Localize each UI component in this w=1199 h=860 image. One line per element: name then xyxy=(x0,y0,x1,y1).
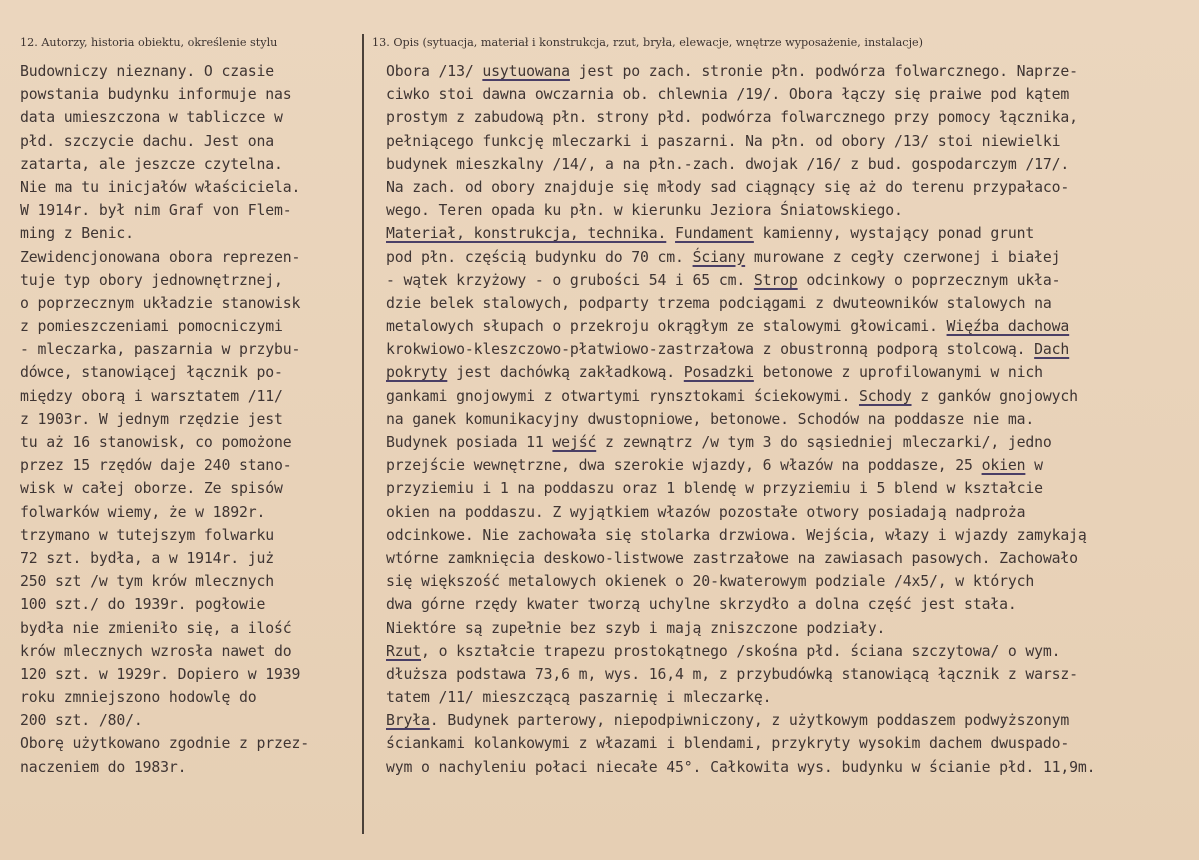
text-line: pełniącego funkcję mleczarki i paszarni. Na płn. od obory /13/ stoi niewielki xyxy=(386,132,1061,150)
text-line: naczeniem do 1983r. xyxy=(20,758,187,776)
left-column-text xyxy=(20,60,352,779)
text-line: wego. Teren opada ku płn. w kierunku Jeziora Śniatowskiego. xyxy=(386,202,903,220)
text-line: bydła nie zmieniło się, a ilość xyxy=(20,619,292,637)
text-line: wym o nachyleniu połaci niecałe 45°. Całkowita wys. budynku w ścianie płd. 11,9m. xyxy=(386,758,1096,776)
text-line: data umieszczona w tabliczce w xyxy=(20,109,283,127)
underlined-term: Schody xyxy=(858,387,912,405)
text-line: krokwiowo-kleszczowo-płatwiowo-zastrzałowa z obustronną podporą stolcową. Dach xyxy=(386,341,1070,359)
text-line: krów mlecznych wzrosła nawet do xyxy=(20,642,292,660)
text-line: Obora /13/ usytuowana jest po zach. stronie płn. podwórza folwarcznego. Naprze- xyxy=(386,63,1078,80)
text-line: płd. szczycie dachu. Jest ona xyxy=(20,132,274,150)
text-line: dłuższa podstawa 73,6 m, wys. 16,4 m, z przybudówką stanowiącą łącznik z warsz- xyxy=(386,665,1078,683)
text-line: odcinkowe. Nie zachowała się stolarka drzwiowa. Wejścia, włazy i wjazdy zamykają xyxy=(386,526,1087,544)
underlined-term: Dach xyxy=(1034,341,1070,359)
text-line: ming z Benic. xyxy=(20,225,134,243)
text-line: pod płn. częścią budynku do 70 cm. Ściany murowane z cegły czerwonej i białej xyxy=(386,248,1061,266)
text-line: Nie ma tu inicjałów właściciela. xyxy=(20,178,301,196)
text-line: dówce, stanowiącej łącznik po- xyxy=(20,364,283,382)
text-line: na ganek komunikacyjny dwustopniowe, betonowe. Schodów na poddasze nie ma. xyxy=(386,410,1035,428)
text-line: metalowych słupach o przekroju okrągłym ze stalowymi głowicami. Więźba dachowa xyxy=(386,318,1070,336)
underlined-term: Rzut xyxy=(386,642,422,660)
text-line: 200 szt. /80/. xyxy=(20,712,143,730)
text-line: dzie belek stalowych, podparty trzema podciągami z dwuteowników stalowych na xyxy=(386,294,1052,312)
text-line: folwarków wiemy, że w 1892r. xyxy=(20,503,266,521)
text-line: ściankami kolankowymi z włazami i blendami, przykryty wysokim dachem dwuspado- xyxy=(386,735,1070,753)
text-line: Budynek posiada 11 wejść z zewnątrz /w tym 3 do sąsiedniej mleczarki/, jedno xyxy=(386,434,1052,451)
section-header-authors-history: 12. Autorzy, historia obiektu, określenie stylu xyxy=(20,36,278,49)
underlined-term: Strop xyxy=(753,271,798,289)
text-line: Zewidencjonowana obora reprezen- xyxy=(20,248,301,266)
text-line: 100 szt./ do 1939r. pogłowie xyxy=(20,596,266,614)
text-line: tuje typ obory jednownętrznej, xyxy=(20,271,283,289)
text-line: Rzut, o kształcie trapezu prostokątnego /skośna płd. ściana szczytowa/ o wym. xyxy=(386,642,1061,660)
text-line: Niektóre są zupełnie bez szyb i mają zniszczone podziały. xyxy=(386,619,886,637)
underlined-term: Więźba dachowa xyxy=(946,318,1070,336)
text-line: o poprzecznym układzie stanowisk xyxy=(20,294,301,312)
text-line: przyziemiu i 1 na poddaszu oraz 1 blendę w przyziemiu i 5 blend w kształcie xyxy=(386,480,1043,498)
text-line: przejście wewnętrzne, dwa szerokie wjazdy, 6 włazów na poddasze, 25 okien w xyxy=(386,457,1043,475)
text-line: między oborą i warsztatem /11/ xyxy=(20,387,283,405)
text-line: - mleczarka, paszarnia w przybu- xyxy=(20,341,301,359)
underlined-term: Ściany xyxy=(692,248,746,266)
underlined-term: Materiał, konstrukcja, technika. xyxy=(386,225,667,243)
text-line: - wątek krzyżowy - o grubości 54 i 65 cm. Strop odcinkowy o poprzecznym ukła- xyxy=(386,271,1061,289)
text-line: powstania budynku informuje nas xyxy=(20,86,292,104)
text-line: tu aż 16 stanowisk, co pomożone xyxy=(20,434,292,451)
right-column-text xyxy=(386,60,1192,779)
text-line: Budowniczy nieznany. O czasie xyxy=(20,63,274,80)
underlined-term: okien xyxy=(981,457,1026,475)
text-line: wisk w całej oborze. Ze spisów xyxy=(20,480,283,498)
underlined-term: pokryty xyxy=(386,364,448,382)
column-divider xyxy=(362,34,364,834)
underlined-term: Fundament xyxy=(675,225,754,243)
text-line: dwa górne rzędy kwater tworzą uchylne skrzydło a dolna część jest stała. xyxy=(386,596,1017,614)
text-line: prostym z zabudową płn. strony płd. podwórza folwarcznego przy pomocy łącznika, xyxy=(386,109,1078,127)
text-line: gankami gnojowymi z otwartymi rynsztokami ściekowymi. Schody z ganków gnojowych xyxy=(386,387,1078,405)
text-line: 250 szt /w tym krów mlecznych xyxy=(20,573,274,591)
text-line: W 1914r. był nim Graf von Flem- xyxy=(20,202,292,220)
text-line: okien na poddaszu. Z wyjątkiem włazów pozostałe otwory posiadają nadproża xyxy=(386,503,1026,521)
text-line: wtórne zamknięcia deskowo-listwowe zastrzałowe na zawiasach pasowych. Zachowało xyxy=(386,549,1078,567)
text-line: Materiał, konstrukcja, technika. Fundament kamienny, wystający ponad grunt xyxy=(386,225,1035,243)
text-line: z 1903r. W jednym rzędzie jest xyxy=(20,410,283,428)
section-header-description: 13. Opis (sytuacja, materiał i konstrukcja, rzut, bryła, elewacje, wnętrze wyposażenie, instalacje) xyxy=(372,36,924,49)
text-line: ciwko stoi dawna owczarnia ob. chlewnia /19/. Obora łączy się praiwe pod kątem xyxy=(386,86,1070,104)
underlined-term: Posadzki xyxy=(683,364,754,382)
text-line: z pomieszczeniami pomocniczymi xyxy=(20,318,283,336)
text-line: Na zach. od obory znajduje się młody sad ciągnący się aż do terenu przypałaco- xyxy=(386,178,1070,196)
underlined-term: Bryła xyxy=(386,712,430,730)
text-line: trzymano w tutejszym folwarku xyxy=(20,526,274,544)
text-line: 72 szt. bydła, a w 1914r. już xyxy=(20,549,274,567)
text-line: budynek mieszkalny /14/, a na płn.-zach. dwojak /16/ z bud. gospodarczym /17/. xyxy=(386,155,1070,173)
text-line: zatarta, ale jeszcze czytelna. xyxy=(20,155,283,173)
text-line: się większość metalowych okienek o 20-kwaterowym podziale /4x5/, w których xyxy=(386,573,1035,591)
text-line: roku zmniejszono hodowlę do xyxy=(20,689,257,707)
underlined-term: usytuowana xyxy=(482,63,570,80)
text-line: Bryła. Budynek parterowy, niepodpiwniczony, z użytkowym poddaszem podwyższonym xyxy=(386,712,1070,730)
text-line: przez 15 rzędów daje 240 stano- xyxy=(20,457,292,475)
text-line: Oborę użytkowano zgodnie z przez- xyxy=(20,735,310,753)
text-line: pokryty jest dachówką zakładkową. Posadzki betonowe z uprofilowanymi w nich xyxy=(386,364,1043,382)
text-line: 120 szt. w 1929r. Dopiero w 1939 xyxy=(20,665,301,683)
text-line: tatem /11/ mieszczącą paszarnię i mleczarkę. xyxy=(386,689,772,707)
underlined-term: wejść xyxy=(552,434,597,451)
